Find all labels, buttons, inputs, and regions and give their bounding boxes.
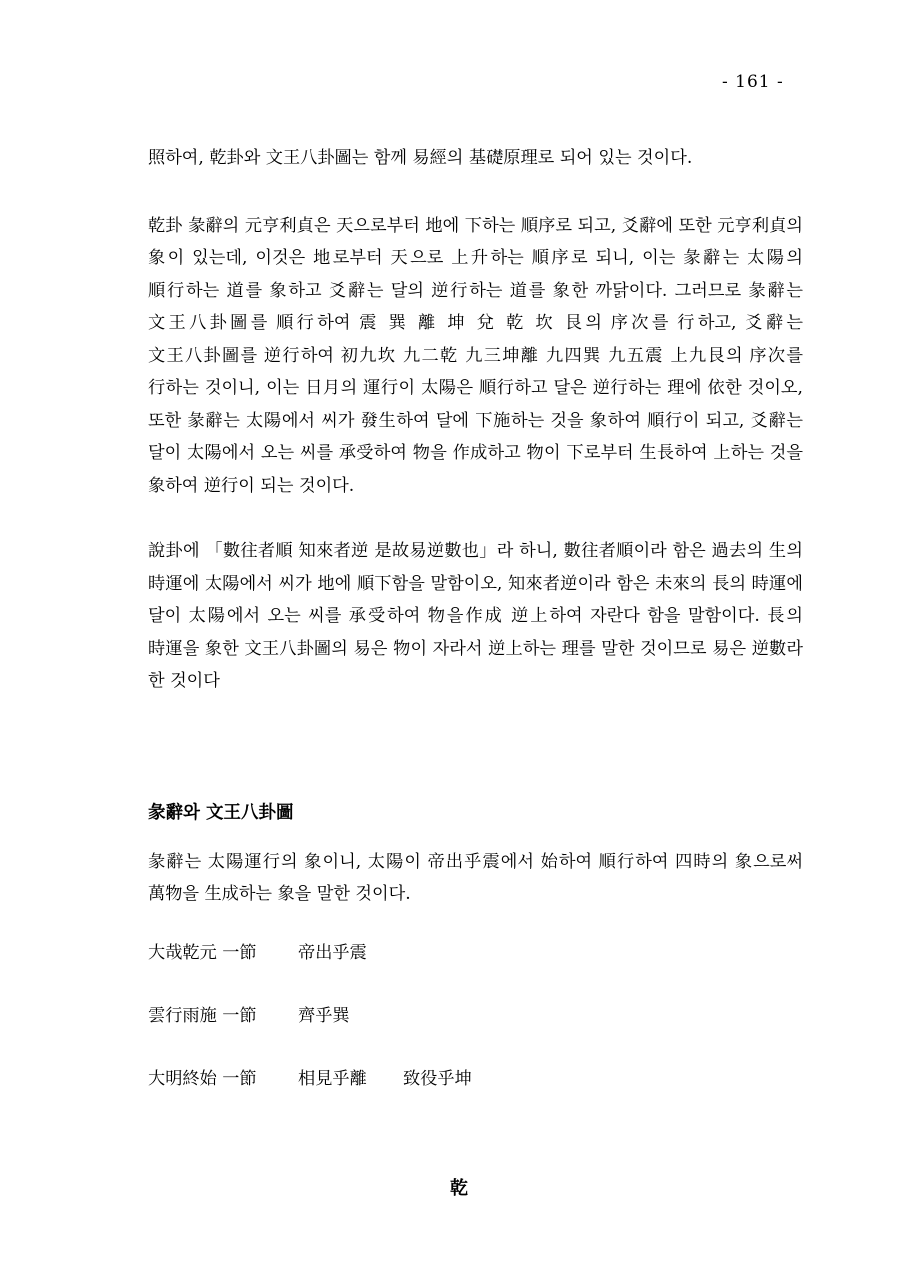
verse-trigram-phrase: 致役乎坤: [403, 1068, 472, 1089]
paragraph: 乾卦 彖辭의 元亨利貞은 天으로부터 地에 下하는 順序로 되고, 爻辭에 또한 元亨利貞의 象이 있는데, 이것은 地로부터 天으로 上升하는 順序로 되니, 이는 彖辭는 太陽의 順行하는 道를 象하고 爻辭는 달의 逆行하는 道를 象한 까닭이다. 그러므로 彖辭는 文王八卦圖를 順行하여 震 巽 離 坤 兌 乾 坎 艮의 序次를 行하고, 爻辭는 文王八卦圖를 逆行하여 初九坎 九二乾 九三坤離 九四巽 九五震 上九艮의 序次를 行하는 것이니, 이는 日月의 運行이 太陽은 順行하고 달은 逆行하는 理에 依한 것이오, 또한 彖辭는 太陽에서 씨가 發生하여 달에 下施하는 것을 象하여 順行이 되고, 爻辭는 달이 太陽에서 오는 씨를 承受하여 物을 作成하고 物이 下로부터 生長하여 上하는 것을 象하여 逆行이 되는 것이다.: [148, 215, 803, 496]
section-heading: 彖辭와 文王八卦圖: [148, 802, 294, 823]
section-intro: 彖辭는 太陽運行의 象이니, 太陽이 帝出乎震에서 始하여 順行하여 四時의 象으로써 萬物을 生成하는 象을 말한 것이다.: [148, 851, 803, 904]
verse-line: [148, 1000, 803, 1032]
paragraph: 說卦에 「數往者順 知來者逆 是故易逆數也」라 하니, 數往者順이라 함은 過去의 生의 時運에 太陽에서 씨가 地에 順下함을 말함이오, 知來者逆이라 함은 未來의 長의 時運에 달이 太陽에서 오는 씨를 承受하여 物을作成 逆上하여 자란다 함을 말함이다. 長의 時運을 象한 文王八卦圖의 易은 物이 자라서 逆上하는 理를 말한 것이므로 易은 逆數라 한 것이다: [148, 541, 803, 691]
verse-title: 雲行雨施 一節: [148, 1005, 257, 1026]
verse-line: [148, 1063, 803, 1095]
verse-trigram-phrase: 齊乎巽: [298, 1005, 350, 1026]
verse-title: 大哉乾元 一節: [148, 942, 257, 963]
paragraph: 照하여, 乾卦와 文王八卦圖는 함께 易經의 基礎原理로 되어 있는 것이다.: [148, 148, 693, 168]
verse-trigram-phrase: 相見乎離: [298, 1068, 367, 1089]
footer-section-label: 乾: [450, 1178, 468, 1199]
page-number: - 161 -: [722, 72, 784, 92]
page-body: [148, 142, 803, 1126]
verse-line: [148, 937, 803, 969]
verse-trigram-phrase: 帝出乎震: [298, 942, 367, 963]
verse-list: [148, 937, 803, 1095]
verse-title: 大明終始 一節: [148, 1068, 257, 1089]
